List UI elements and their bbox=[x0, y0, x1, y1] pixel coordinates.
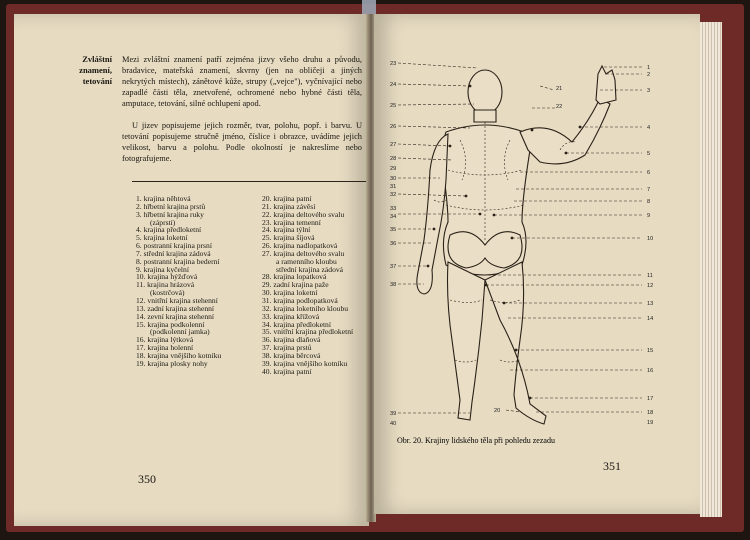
figure-label: 26 bbox=[390, 124, 397, 130]
figure-label: 33 bbox=[390, 206, 397, 212]
figure-label: 8 bbox=[647, 199, 651, 205]
figure-label: 23 bbox=[390, 61, 397, 67]
figure-label: 1 bbox=[647, 65, 651, 71]
legend-item: 37. krajina prstů bbox=[262, 343, 312, 353]
figure-label: 20 bbox=[494, 408, 501, 414]
legend-item: 39. krajina vnějšího kotníku bbox=[262, 358, 348, 368]
legend-item: 24. krajina týlní bbox=[262, 225, 311, 235]
figure-label: 36 bbox=[390, 241, 397, 247]
legend-item: 14. zevní krajina stehenní bbox=[136, 311, 215, 321]
legend-item: 25. krajina šíjová bbox=[262, 233, 315, 243]
figure-label: 22 bbox=[556, 104, 563, 110]
legend-item: 20. krajina patní bbox=[262, 194, 312, 203]
figure-label: 27 bbox=[390, 142, 397, 148]
figure-label: 30 bbox=[390, 176, 397, 182]
figure-caption: Obr. 20. Krajiny lidského těla při pohledu zezadu bbox=[397, 436, 555, 445]
figure-label: 37 bbox=[390, 264, 397, 270]
legend-item: 13. zadní krajina stehenní bbox=[136, 303, 215, 313]
figure-label: 6 bbox=[647, 170, 651, 176]
head bbox=[468, 70, 502, 114]
margin-note: Zvláštní znamení, tetování bbox=[79, 54, 112, 86]
raised-hand bbox=[596, 66, 616, 104]
figure-label: 15 bbox=[647, 348, 654, 354]
page-number: 350 bbox=[138, 472, 156, 486]
legend-item: 29. zadní krajina paže bbox=[262, 280, 329, 290]
legend-item: 10. krajina hýžďová bbox=[136, 272, 198, 282]
legend-item: 18. krajina vnějšího kotníku bbox=[136, 350, 222, 360]
figure-label: 35 bbox=[390, 227, 397, 233]
legend-item: 4. krajina předloketní bbox=[136, 225, 202, 235]
legend-item: 6. postranní krajina prsní bbox=[136, 241, 212, 251]
legend-item: 26. krajina nadlopatková bbox=[262, 241, 338, 251]
legend-item: 38. krajina běrcová bbox=[262, 350, 321, 360]
figure-label: 16 bbox=[647, 368, 654, 374]
labels-left bbox=[390, 61, 396, 427]
figure-label: 5 bbox=[647, 151, 651, 157]
figure-label: 4 bbox=[647, 125, 651, 131]
legend-item: 12. vnitřní krajina stehenní bbox=[136, 295, 218, 305]
legend-item: 36. krajina dlaňová bbox=[262, 335, 321, 345]
figure-label: 13 bbox=[647, 301, 654, 307]
legend-item: 40. krajina patní bbox=[262, 366, 312, 376]
figure-label: 25 bbox=[390, 103, 397, 109]
legend-item: 30. krajina loketní bbox=[262, 288, 318, 298]
legend-item: 11. krajina hrázová bbox=[136, 280, 195, 290]
legend-item: (kostrčová) bbox=[150, 288, 185, 298]
figure-label: 7 bbox=[647, 187, 651, 193]
figure-label: 40 bbox=[390, 421, 397, 427]
figure-label: 2 bbox=[647, 72, 651, 78]
paragraph-1: Mezi zvláštní znamení patří zejména jizvy všeho druhu a původu, bradavice, mateřská znamení, skvrny (jen na obličeji a jiných nekrytých místech), zánětové kůže, strupy („vejce"), vyčnívající nebo zapadlé části těla, znetvořené, ochromené nebo hybné části těla, amputace, tetování, silné ochlupení apod. bbox=[122, 55, 362, 108]
paragraph-2: U jizev popisujeme jejich rozměr, tvar, polohu, popř. i barvu. U tetování popisujeme stručně jméno, číslice i obrazce, uvádíme jejich velikost, barvu a polohu. Podle okolností je nakreslíme nebo fotografujeme. bbox=[122, 121, 362, 163]
figure-label: 19 bbox=[647, 420, 654, 426]
page-number: 351 bbox=[603, 459, 621, 473]
legend-item: 7. střední krajina zádová bbox=[136, 248, 211, 258]
legend-item: 31. krajina podlopatková bbox=[262, 295, 338, 305]
legend-item: 3. hřbetní krajina ruky bbox=[136, 209, 204, 219]
legend-item: 22. krajina deltového svalu bbox=[262, 209, 345, 219]
legend-item: (záprstí) bbox=[150, 217, 176, 227]
legend-item: 27. krajina deltového svalu bbox=[262, 248, 345, 258]
figure-label: 28 bbox=[390, 156, 397, 162]
legend-item: 9. krajina kyčelní bbox=[136, 264, 189, 274]
legend-item: 32. krajina loketního kloubu bbox=[262, 303, 349, 313]
legend-item: 17. krajina holenní bbox=[136, 343, 194, 353]
legend-item: 28. krajina lopatková bbox=[262, 272, 327, 282]
legend-item: 2. hřbetní krajina prstů bbox=[136, 201, 206, 211]
legend-item: 23. krajina temenní bbox=[262, 217, 321, 227]
figure-label: 32 bbox=[390, 192, 397, 198]
legend-item: 8. postranní krajina bederní bbox=[136, 256, 220, 266]
legend-item: a ramenního kloubu bbox=[276, 256, 337, 266]
figure-label: 29 bbox=[390, 166, 397, 172]
figure-label: 11 bbox=[647, 273, 653, 279]
figure-label: 34 bbox=[390, 214, 397, 220]
legend-item: 21. krajina závěsí bbox=[262, 201, 316, 211]
figure-label: 21 bbox=[556, 86, 563, 92]
legend-item: 35. vnitřní krajina předloketní bbox=[262, 327, 354, 337]
legend-item: 5. krajina loketní bbox=[136, 233, 188, 243]
figure-label: 3 bbox=[647, 88, 651, 94]
figure-label: 12 bbox=[647, 283, 654, 289]
figure-label: 24 bbox=[390, 82, 397, 88]
legend-item: 15. krajina podkolenní bbox=[136, 319, 205, 329]
legend-item: (podkolenní jamka) bbox=[150, 327, 210, 337]
figure-label: 31 bbox=[390, 184, 397, 190]
legend-item: 16. krajina lýtková bbox=[136, 335, 194, 345]
legend-item: 1. krajina něhtová bbox=[136, 194, 191, 203]
figure-label: 18 bbox=[647, 410, 654, 416]
legend-item: 33. krajina křížová bbox=[262, 311, 320, 321]
legend-item: 19. krajina plosky nohy bbox=[136, 358, 208, 368]
left-leg bbox=[448, 262, 486, 420]
figure-label: 14 bbox=[647, 316, 654, 322]
legend-item: střední krajina zádová bbox=[276, 264, 344, 274]
legend-item: 34. krajina předloketní bbox=[262, 319, 331, 329]
right-leg bbox=[485, 262, 546, 424]
figure-label: 10 bbox=[647, 236, 654, 242]
figure-label: 17 bbox=[647, 396, 654, 402]
figure-label: 38 bbox=[390, 282, 397, 288]
figure-label: 9 bbox=[647, 213, 651, 219]
figure-label: 39 bbox=[390, 411, 397, 417]
